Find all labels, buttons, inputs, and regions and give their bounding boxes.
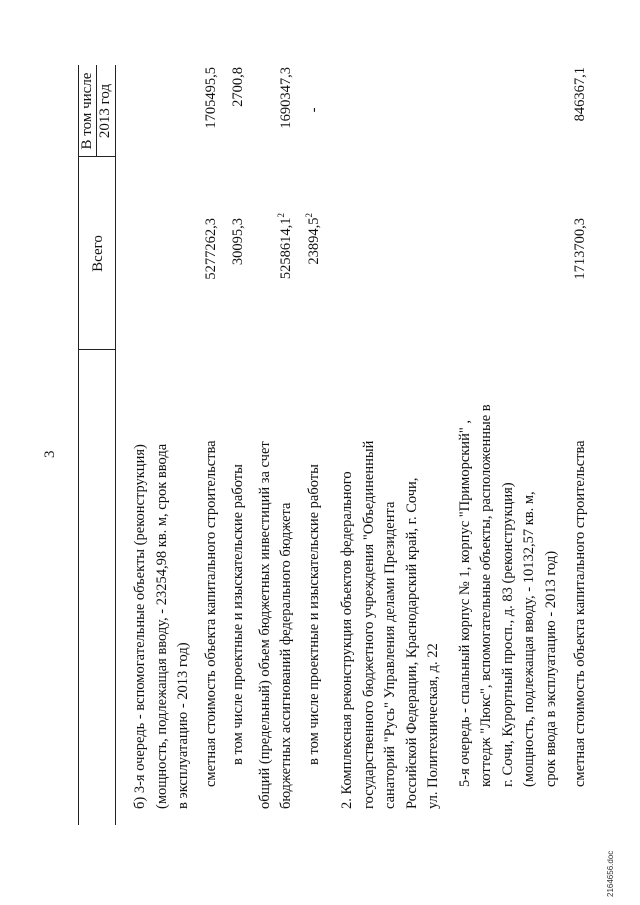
row-2013-value: 846367,1 <box>572 67 588 122</box>
row-label-line: б) 3-я очередь - вспомогательные объекты (реконструкция) <box>132 444 148 809</box>
row-total-number: 5258614,1 <box>278 217 294 280</box>
row-total-number: 30095,3 <box>230 218 246 266</box>
row-label-line: г. Сочи, Курортный просп., д. 83 (реконструкция) <box>499 482 516 787</box>
column-header-including: В том числе <box>79 72 95 150</box>
footnote-marker: 2 <box>303 213 314 218</box>
row-label-line: санаторий "Русь" Управления делами Президента <box>382 501 398 809</box>
row-label-line: сметная стоимость объекта капитального строительства <box>572 440 588 787</box>
page-number: 3 <box>42 450 58 458</box>
row-2013-value: - <box>305 107 322 113</box>
row-label-line: государственного бюджетного учреждения "Объединенный <box>360 440 377 809</box>
row-total-number: 1713700,3 <box>572 218 588 280</box>
row-total-number: 23894,5 <box>305 217 322 265</box>
table-top-rule <box>78 65 79 825</box>
row-total-value <box>570 213 592 345</box>
row-total-value <box>304 213 326 345</box>
file-footer: 2164656.doc <box>606 850 615 897</box>
row-label-line: 2. Комплексная реконструкция объектов федерального <box>339 471 355 809</box>
row-total-value <box>201 213 223 345</box>
row-2013-value: 1705495,5 <box>202 67 219 129</box>
row-label-line: коттедж "Люкс", вспомогательные объекты, расположенные в <box>478 404 494 787</box>
footnote-marker: 2 <box>276 213 286 218</box>
row-label-line: общий (предельный) объем бюджетных инвестиций за счет <box>256 441 273 809</box>
row-label-line: в том числе проектные и изыскательские работы <box>230 464 246 765</box>
row-total-value <box>228 213 250 345</box>
row-label-line: (мощность, подлежащая вводу, - 23254,98 кв. м, срок ввода <box>153 443 170 809</box>
row-label-line: 5-я очередь - спальный корпус № 1, корпус "Приморский" , <box>456 420 473 787</box>
row-label-line: в том числе проектные и изыскательские работы <box>305 464 322 765</box>
column-header-year: 2013 год <box>97 83 113 139</box>
row-total-number: 5277262,3 <box>202 218 219 280</box>
row-label-line: срок ввода в эксплуатацию - 2013 год) <box>542 550 559 787</box>
row-2013-value: 2700,8 <box>230 67 246 107</box>
row-label-line: (мощность, подлежащая вводу, - 10132,57 кв. м, <box>521 491 537 787</box>
row-label-line: в эксплуатацию - 2013 год) <box>175 642 191 809</box>
row-total-value <box>276 213 298 345</box>
row-label-line: ул. Политехническая, д. 22 <box>425 643 441 809</box>
table-header-bottom-rule <box>115 65 116 825</box>
row-label-line: Российской Федерации, Краснодарский край, г. Сочи, <box>403 477 420 809</box>
row-2013-value: 1690347,3 <box>278 67 294 129</box>
column-header-total: Всего <box>90 235 106 272</box>
row-label-line: бюджетных ассигнований федерального бюджета <box>278 502 294 809</box>
row-label-line: сметная стоимость объекта капитального строительства <box>202 440 219 787</box>
